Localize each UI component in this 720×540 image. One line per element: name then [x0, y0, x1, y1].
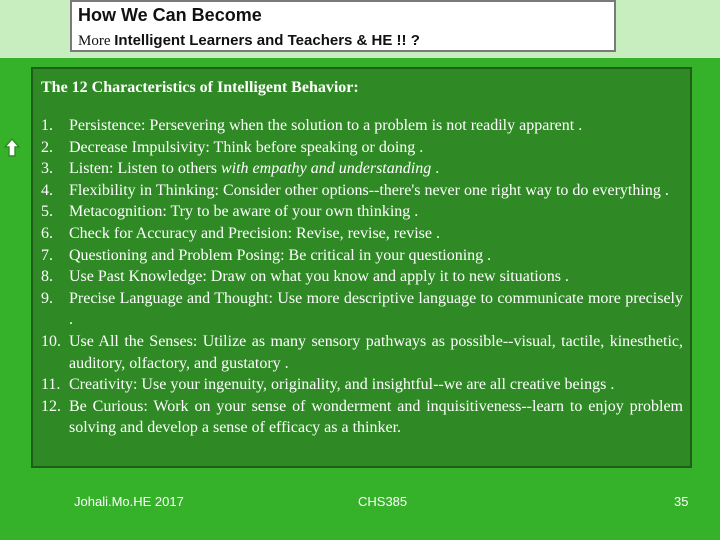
- list-item-number: 12.: [41, 397, 61, 415]
- list-item-main-text: Metacognition: Try to be aware of your own thinking .: [69, 203, 419, 221]
- list-item-main-text: Use All the Senses: Utilize as many sensory pathways as possible--visual, tactile, kinesthetic, auditory, olfactory, and gustatory .: [69, 332, 683, 372]
- list-item-number: 3.: [41, 160, 53, 178]
- list-item-text: [69, 288, 683, 331]
- page-title: How We Can Become: [78, 5, 262, 25]
- list-item-text: [69, 180, 683, 202]
- list-item: [41, 223, 683, 245]
- list-item-main-text: Be Curious: Work on your sense of wonderment and inquisitiveness--learn to enjoy problem solving and develop a sense of efficacy as a thinker.: [69, 397, 683, 437]
- list-item-text: [69, 331, 683, 374]
- list-item-text: [69, 245, 683, 267]
- page-subtitle: [78, 32, 420, 50]
- list-item-text: [69, 223, 683, 245]
- list-item: [41, 245, 683, 267]
- list-item-text: [69, 374, 683, 396]
- list-item: [41, 201, 683, 223]
- list-item-number: 5.: [41, 203, 53, 221]
- list-item-number: 8.: [41, 268, 53, 286]
- list-item-main-text: Flexibility in Thinking: Consider other options--there's never one right way to do everything .: [69, 181, 669, 199]
- list-item-number: 11.: [41, 376, 61, 394]
- list-item-number: 6.: [41, 224, 53, 242]
- characteristics-list: [41, 115, 683, 439]
- list-item: [41, 158, 683, 180]
- footer-course: CHS385: [358, 494, 408, 509]
- list-item-tail: .: [431, 160, 440, 178]
- list-item-emphasis: with empathy and understanding: [220, 160, 432, 178]
- list-item-number: 2.: [41, 138, 53, 156]
- list-item: [41, 374, 683, 396]
- list-item-text: [69, 201, 683, 223]
- list-item: [41, 288, 683, 331]
- list-item-main-text: Decrease Impulsivity: Think before speaking or doing .: [69, 138, 424, 156]
- title-box: [70, 0, 616, 52]
- list-item: [41, 396, 683, 439]
- subtitle-main: Intelligent Learners and Teachers & HE !! ?: [114, 32, 420, 49]
- footer-author: Johali.Mo.HE 2017: [74, 494, 184, 509]
- list-item-text: [69, 137, 683, 159]
- list-item-text: [69, 115, 683, 137]
- slide-number: 35: [674, 494, 689, 509]
- list-item-main-text: Precise Language and Thought: Use more descriptive language to communicate more precisely .: [69, 289, 683, 329]
- list-item-number: 4.: [41, 181, 53, 199]
- list-item-number: 9.: [41, 289, 53, 307]
- list-item-number: 10.: [41, 332, 61, 350]
- list-item-main-text: Check for Accuracy and Precision: Revise, revise, revise .: [69, 224, 440, 242]
- section-heading: The 12 Characteristics of Intelligent Behavior:: [41, 79, 359, 96]
- list-item: [41, 266, 683, 288]
- list-item-number: 7.: [41, 246, 53, 264]
- list-item-text: [69, 266, 683, 288]
- list-item-text: [69, 158, 683, 180]
- list-item: [41, 180, 683, 202]
- subtitle-prefix: More: [78, 33, 115, 49]
- content-box: [31, 67, 692, 468]
- list-item-main-text: Creativity: Use your ingenuity, originality, and insightful--we are all creative beings .: [69, 376, 615, 394]
- list-item-main-text: Persistence: Persevering when the solution to a problem is not readily apparent .: [69, 117, 583, 134]
- list-item: [41, 331, 683, 374]
- list-item: [41, 115, 683, 137]
- list-item-main-text: Questioning and Problem Posing: Be critical in your questioning .: [69, 246, 492, 264]
- outline-up-arrow-icon: [4, 138, 20, 158]
- list-item-main-text: Listen: Listen to others: [69, 160, 221, 178]
- list-item: [41, 137, 683, 159]
- list-item-number: 1.: [41, 117, 53, 134]
- list-item-text: [69, 396, 683, 439]
- list-item-main-text: Use Past Knowledge: Draw on what you know and apply it to new situations .: [69, 268, 569, 286]
